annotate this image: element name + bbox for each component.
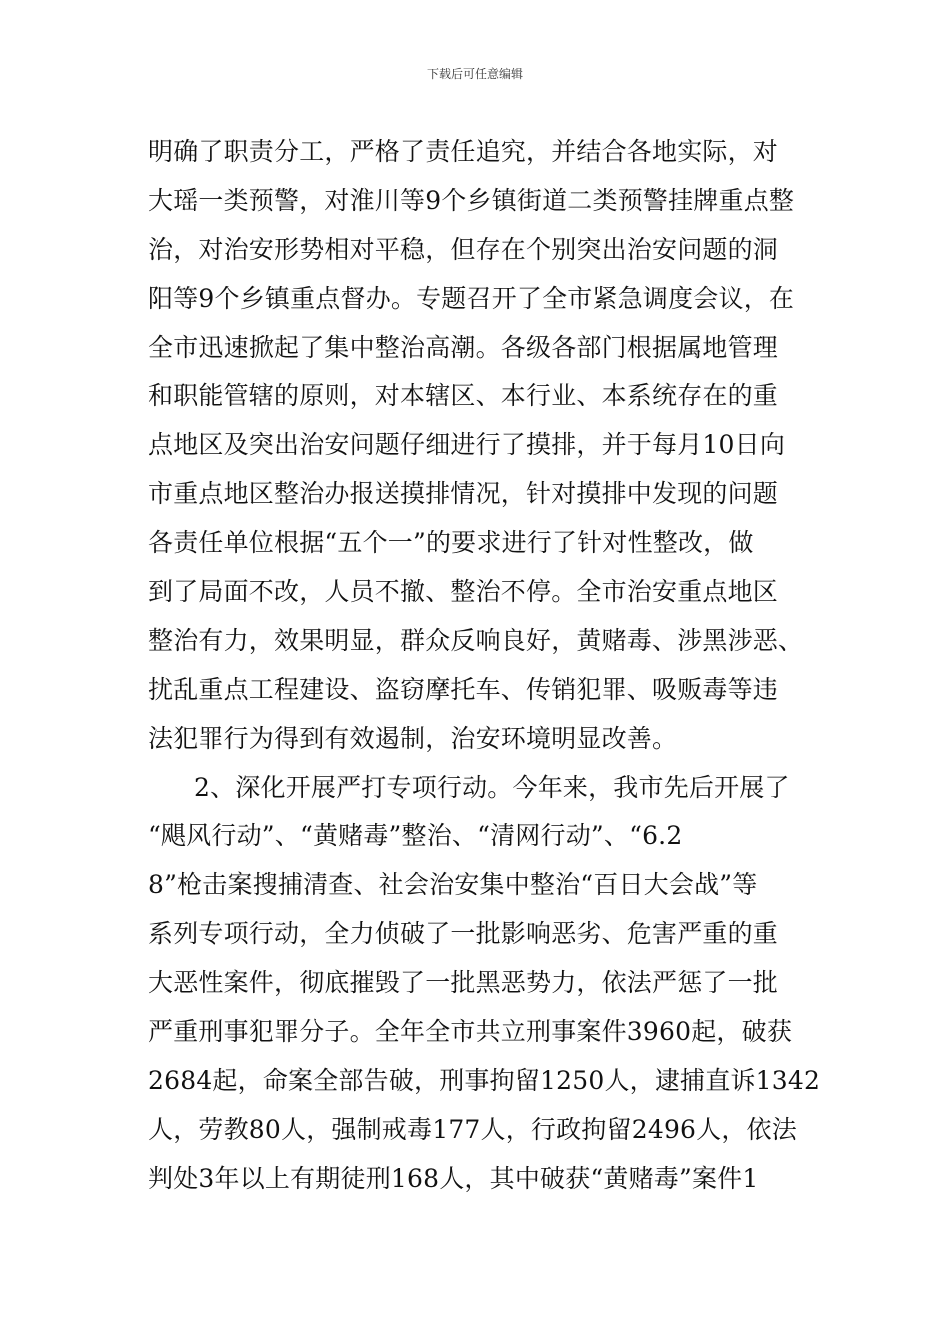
text-line: 法犯罪行为得到有效遏制，治安环境明显改善。 bbox=[148, 723, 678, 753]
text-line: 各责任单位根据“五个一”的要求进行了针对性整改，做 bbox=[148, 528, 754, 558]
text-line: 人，劳教80人，强制戒毒177人，行政拘留2496人，依法 bbox=[148, 1114, 797, 1144]
text-line: 判处3年以上有期徒刑168人，其中破获“黄赌毒”案件1 bbox=[148, 1163, 759, 1193]
page-header: 下载后可任意编辑 bbox=[426, 67, 523, 81]
text-line: 严重刑事犯罪分子。全年全市共立刑事案件3960起，破获 bbox=[148, 1017, 793, 1047]
text-line: 整治有力，效果明显，群众反响良好，黄赌毒、涉黑涉恶、 bbox=[148, 625, 804, 655]
paragraph-start-line: 2、深化开展严打专项行动。今年来，我市先后开展了 bbox=[194, 772, 790, 802]
text-line: 2684起，命案全部告破，刑事拘留1250人，逮捕直诉1342 bbox=[148, 1065, 821, 1095]
text-line: 扰乱重点工程建设、盗窃摩托车、传销犯罪、吸贩毒等违 bbox=[148, 674, 779, 704]
text-line: 8”枪击案搜捕清查、社会治安集中整治“百日大会战”等 bbox=[148, 870, 758, 900]
text-line: 治，对治安形势相对平稳，但存在个别突出治安问题的洞 bbox=[148, 234, 779, 264]
text-line: 和职能管辖的原则，对本辖区、本行业、本系统存在的重 bbox=[148, 381, 779, 411]
document-body bbox=[148, 128, 838, 1204]
text-line: 全市迅速掀起了集中整治高潮。各级各部门根据属地管理 bbox=[148, 332, 779, 362]
text-line: 市重点地区整治办报送摸排情况，针对摸排中发现的问题 bbox=[148, 479, 779, 509]
text-line: 大瑶一类预警，对淮川等9个乡镇街道二类预警挂牌重点整 bbox=[148, 185, 795, 215]
text-line: “飓风行动”、“黄赌毒”整治、“清网行动”、“6.2 bbox=[148, 821, 683, 851]
text-line: 大恶性案件，彻底摧毁了一批黑恶势力，依法严惩了一批 bbox=[148, 968, 779, 998]
text-line: 明确了职责分工，严格了责任追究，并结合各地实际，对 bbox=[148, 137, 779, 166]
text-line: 系列专项行动，全力侦破了一批影响恶劣、危害严重的重 bbox=[148, 919, 779, 949]
text-line: 阳等9个乡镇重点督办。专题召开了全市紧急调度会议，在 bbox=[148, 283, 795, 313]
text-line: 到了局面不改，人员不撤、整治不停。全市治安重点地区 bbox=[148, 577, 779, 607]
text-line: 点地区及突出治安问题仔细进行了摸排，并于每月10日向 bbox=[148, 430, 786, 460]
